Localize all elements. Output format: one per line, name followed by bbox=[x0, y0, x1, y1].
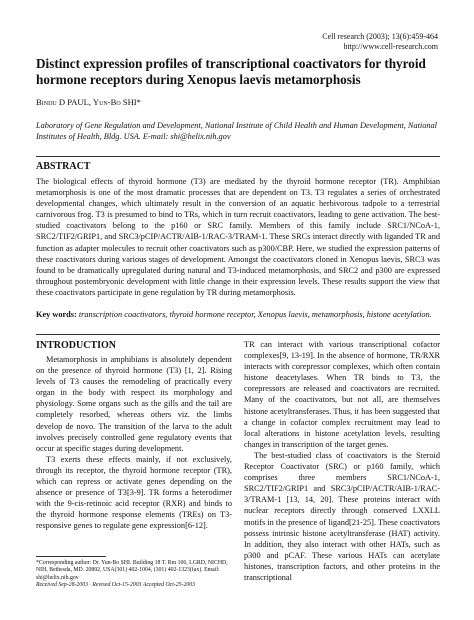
footnote-rule bbox=[36, 556, 106, 557]
affiliation: Laboratory of Gene Regulation and Development, National Institute of Child Health and Human Development, National Institutes of Health, Bldg. USA. E-mail: shi@helix.nih.gov bbox=[36, 121, 437, 142]
keywords-value: transcription coactivators, thyroid hormone receptor, Xenopus laevis, metamorphosis, histone acetylation. bbox=[78, 310, 432, 319]
abstract-top-rule bbox=[36, 156, 440, 157]
footnote bbox=[36, 560, 232, 590]
intro-paragraph-3: TR can interact with various transcriptional cofactor complexes[9, 13-19]. In the absence of hormone, TR/RXR interacts with corepressor complexes, which often contain histone deacetylases. When TR binds to T3, the corepressors are released and coactivators are recruited. Many of the coactivators, but not all, are themselves histone acetyltransferases. Thus, it has been suggested that a change in cofactor complex recruitment may lead to local alterations in histone acetylation levels, resulting changes in transcription of the target genes. bbox=[244, 340, 440, 449]
introduction-column-left bbox=[36, 354, 232, 532]
abstract-text: The biological effects of thyroid hormone (T3) are mediated by the thyroid hormone receptor (TR). Amphibian metamorphosis is one of the most dramatic processes that are dependent on T3. T3 regulates a series of orchestrated developmental changes, which ultimately result in the conversion of an aquatic herbivorous tadpole to a terrestrial carnivorous frog. T3 is presumed to bind to TRs, which in turn recruit coactivators, leading to gene activation. The best-studied coactivators belong to the p160 or SRC family. Members of this family include SRC1/NCoA-1, SRC2/TIF2/GRIP1, and SRC3/pCIP/ACTR/AIB-1/RAC-3/TRAM-1. These SRCs interact directly with liganded TR and function as adapter molecules to recruit other coactivators such as p300/CBP. Here, we studied the expression patterns of these coactivators during various stages of development. Amongst the coactivators cloned in Xenopus laevis, SRC3 was found to be dramatically upregulated during natural and T3-induced metamorphosis, and SRC2 and p300 are expressed throughout postembryonic development with little change in their expression levels. These results support the view that these coactivators participate in gene regulation by TR during metamorphosis. bbox=[36, 177, 440, 297]
intro-paragraph-1: Metamorphosis in amphibians is absolutely dependent on the presence of thyroid hormone (T3) [1, 2]. Rising levels of T3 causes the remodeling of practically every organ in the body with respect its morphology and physiology. Some organs such as the gills and the tail are completely resorbed, whereas others viz. the limbs develop de novo. The transition of the larva to the adult involves precisely controlled gene regulatory events that occur at specific stages during development. bbox=[36, 355, 232, 453]
introduction-column-right bbox=[244, 339, 440, 583]
journal-header bbox=[322, 32, 438, 51]
journal-citation: Cell research (2003); 13(6):459-464 bbox=[322, 32, 438, 41]
intro-paragraph-2: T3 exerts these effects mainly, if not exclusively, through its receptor, the thyroid hormone receptor (TR), which can repress or activate genes depending on the absence or presence of T3[3-9]. TR forms a heterodimer with the 9-cis-retinoic acid receptor (RXR) and binds to the thyroid hormone response elements (TREs) on T3-responsive genes to regulate gene expression[6-12]. bbox=[36, 454, 232, 531]
journal-url[interactable]: http://www.cell-research.com bbox=[343, 41, 438, 51]
keywords-bottom-rule bbox=[36, 334, 440, 335]
keywords bbox=[36, 309, 440, 320]
introduction-heading: INTRODUCTION bbox=[36, 340, 117, 351]
keywords-label: Key words: bbox=[36, 310, 77, 319]
authors: Bindu D PAUL, Yun-Bo SHI* bbox=[36, 97, 141, 107]
received-dates: Received Sep-28-2003 · Revised Oct-15-2003 Accepted Oct-25-2003 bbox=[36, 582, 196, 589]
corresponding-author: *Corresponding author: Dr. Yun-Bo SHI. Building 18 T. Rm 106, LGRD, NICHD, NIH, Bethesda, MD. 20892, USA(301) 402-1004, (301) 402-1323(fax). Email: shi@helix.nih.gov bbox=[36, 560, 228, 581]
abstract-heading: ABSTRACT bbox=[36, 161, 91, 172]
paper-title: Distinct expression profiles of transcriptional coactivators for thyroid hormone receptors during Xenopus laevis metamorphosis bbox=[36, 56, 426, 87]
intro-paragraph-4: The best-studied class of coactivators is the Steroid Receptor Coactivator (SRC) or p160 family, which comprises three members SRC1/NCoA-1, SRC2/TIF2/GRIP1 and SRC3/pCIP/ACTR/AIB-1/RAC-3/TRAM-1 [13, 14, 20]. These proteins interact with nuclear receptors directly through conserved LXXLL motifs in the presence of ligand[21-25]. These coactivators possess intrinsic histone acetyltransferase (HAT) activity. In addition, they also interact with other HATs, such as p300 and pCAF. These various HATs can acetylate histones, transcription factors, and other proteins in the transcriptional bbox=[244, 450, 440, 582]
